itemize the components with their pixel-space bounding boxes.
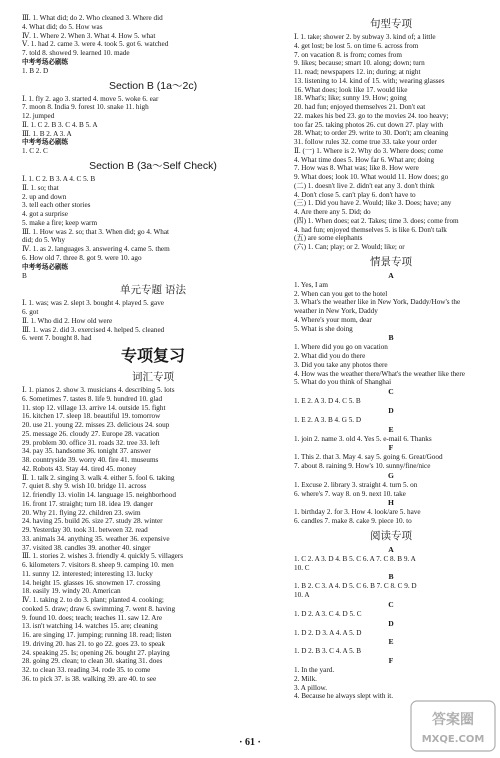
exam-practice-label: 中考考场必刷练 <box>22 263 69 271</box>
answer-line: 34. pay 35. handsome 36. tonight 37. answer <box>22 447 151 456</box>
answer-line: too far 25. taking photos 26. cut down 27. play with <box>294 120 444 129</box>
answer-line: 10. C <box>294 563 310 572</box>
answer-line: (四) 1. When does; eat 2. Takes; time 3. does; come from <box>294 216 459 225</box>
answer-line: Ⅰ. 1. C 2. B 3. A 4. C 5. B <box>22 175 96 183</box>
section-heading: 词汇专项 <box>132 371 174 383</box>
subsection-letter: H <box>388 498 394 508</box>
answer-line: 1. Where did you go on vacation <box>294 343 388 352</box>
answer-line: 16. kitchen 17. sleep 18. beautiful 19. tomorrow <box>22 412 161 421</box>
answer-line: 28. What; to order 29. write to 30. Don't; am cleaning <box>294 129 449 138</box>
watermark-en: MXQE.COM <box>421 734 485 745</box>
subsection-letter: D <box>388 405 394 415</box>
answer-line: 31. follow rules 32. come true 33. take your order <box>294 138 437 146</box>
answer-line: 11. stop 12. village 13. arrive 14. outside 15. fight <box>22 403 166 412</box>
answer-line: 12. friendly 13. violin 14. language 15. neighborhood <box>22 491 176 499</box>
subsection-letter: A <box>388 270 394 280</box>
answer-line: 1. Yes, I am <box>294 280 328 289</box>
answer-line: (六) 1. Can; play; or 2. Would; like; or <box>294 243 405 251</box>
answer-line: 29. problem 30. office 31. roads 32. tree 33. left <box>22 438 160 447</box>
answer-line: Ⅲ. 1. What did; do 2. Who cleaned 3. Where did <box>22 14 163 22</box>
answer-line: Ⅲ. 1. How was 2. so; that 3. When did; go 4. What <box>22 227 170 236</box>
answer-line: 38. countryside 39. worry 40. fire 41. museums <box>22 456 159 464</box>
subsection-letter: C <box>388 387 394 396</box>
answer-line: 33. animals 34. anything 35. weather 36. expensive <box>22 534 170 543</box>
answer-line: 1. C 2. C <box>22 147 48 156</box>
answer-line: 20. had fun; enjoyed themselves 21. Don't eat <box>294 103 426 111</box>
section-heading: 情景专项 <box>370 255 412 268</box>
answer-line: weather in New York, Daddy <box>294 307 378 315</box>
answer-line: 13. isn't watching 14. watches 15. are; cleaning <box>22 622 158 631</box>
answer-line: 6. candles 7. make 8. cake 9. piece 10. to <box>294 517 412 525</box>
answer-line: 20. Why 21. flying 22. children 23. swim <box>22 508 141 517</box>
answer-line: 9. likes; because; smart 10. along; down; turn <box>294 59 425 68</box>
answer-line: 1. B 2. C 3. A 4. D 5. C 6. B 7. C 8. C 9. D <box>294 582 417 591</box>
answer-line: 6. kilometers 7. visitors 8. sheep 9. camping 10. men <box>22 561 174 569</box>
answer-line: 1. birthday 2. for 3. How 4. look/are 5. have <box>294 508 421 517</box>
answer-line: Ⅱ. 1. C 2. B 3. C 4. B 5. A <box>22 120 98 129</box>
answer-line: 3. A pillow. <box>294 683 328 692</box>
answer-line: 4. got a surprise <box>22 210 68 218</box>
answer-line: Ⅰ. 1. take; shower 2. by subway 3. kind of; a little <box>294 33 436 41</box>
answer-line: 20. use 21. young 22. misses 23. delicious 24. soup <box>22 421 170 429</box>
subsection-letter: D <box>388 618 394 628</box>
answer-line: Ⅰ. 1. fly 2. ago 3. started 4. move 5. woke 6. ear <box>22 94 159 103</box>
answer-line: 22. makes his bed 23. go to the movies 24. too heavy; <box>294 111 449 120</box>
answer-line: Ⅱ. 1. so; that <box>22 183 59 192</box>
subsection-letter: G <box>388 470 394 480</box>
section-heading: 单元专题 语法 <box>120 284 186 297</box>
answer-line: 4. What did; do 5. How was <box>22 22 103 31</box>
answer-line: 37. visited 38. candles 39. another 40. singer <box>22 543 151 552</box>
subsection-letter: F <box>388 656 394 665</box>
answer-line: 7. quiet 8. shy 9. wish 10. bridge 11. across <box>22 482 147 491</box>
answer-line: 1. C 2. A 3. D 4. B 5. C 6. A 7. C 8. B 9. A <box>294 554 416 563</box>
answer-line: B <box>22 271 27 280</box>
answer-line: 10. A <box>294 591 310 599</box>
review-title: 专项复习 <box>120 346 185 365</box>
answer-line: 1. This 2. that 3. May 4. say 5. going 6. Great/Good <box>294 453 443 462</box>
section-heading: 阅读专项 <box>370 529 412 542</box>
answer-line: 7. on vacation 8. is from; comes from <box>294 50 402 59</box>
page-number: · 61 · <box>239 737 261 748</box>
watermark-logo <box>410 700 496 752</box>
answer-line: 1. B 2. D <box>22 66 49 75</box>
answer-line: Ⅳ. 1. as 2. languages 3. answering 4. came 5. them <box>22 245 170 253</box>
answer-line: 24. speaking 25. Is; opening 26. bought 27. playing <box>22 648 170 657</box>
answer-line: 3. What's the weather like in New York, Daddy/How's the <box>294 298 461 307</box>
answer-line: 6. went 7. bought 8. had <box>22 334 92 343</box>
answer-line: Ⅱ. (一) 1. Where is 2. Why do 3. Where does; come <box>294 146 444 155</box>
answer-line: 5. What do you think of Shanghai <box>294 378 392 387</box>
answer-line: 16. What does; look like 17. would like <box>294 85 408 94</box>
answer-line: 2. Milk. <box>294 674 317 683</box>
answer-line: 36. to pick 37. is 38. walking 39. are 40. to see <box>22 674 157 683</box>
answer-line: 4. Are there any 5. Did; do <box>294 208 371 216</box>
answer-line: 16. are singing 17. jumping; running 18. read; listen <box>22 631 172 639</box>
subsection-letter: E <box>388 637 394 647</box>
answer-line: Ⅲ. 1. was 2. did 3. exercised 4. helped 5. cleaned <box>22 325 165 334</box>
subsection-letter: E <box>388 424 394 434</box>
subsection-letter: B <box>388 333 394 343</box>
subsection-letter: A <box>388 544 394 554</box>
answer-line: Ⅳ. 1. Where 2. When 3. What 4. How 5. what <box>22 31 156 40</box>
answer-line: 14. height 15. glasses 16. snowmen 17. crossing <box>22 578 161 587</box>
answer-line: 6. where's 7. way 8. on 9. next 10. take <box>294 489 406 498</box>
answer-line: 4. Because he always slept with it. <box>294 692 394 701</box>
answer-line: 6. got <box>22 308 39 316</box>
answer-line: 4. Don't close 5. can't play 6. don't have to <box>294 190 416 199</box>
answer-line: 6. Sometimes 7. tastes 8. life 9. hundred 10. glad <box>22 394 163 403</box>
answer-line: 7. How was 8. What was; like 8. How were <box>294 164 419 173</box>
answer-line: did; do 5. Why <box>22 236 65 245</box>
answer-line: 6. How old 7. three 8. got 9. were 10. ago <box>22 253 142 262</box>
section-heading: Section B (1a～2c) <box>108 79 198 92</box>
section-heading: 句型专项 <box>370 18 412 30</box>
answer-line: 42. Robots 43. Stay 44. tired 45. money <box>22 464 137 473</box>
answer-line: cooked 5. draw; draw 6. swimming 7. went 8. having <box>22 604 176 613</box>
answer-line: 12. jumped <box>22 112 55 120</box>
answer-line: 5. What is she doing <box>294 324 353 333</box>
answer-line: 4. Where's your mom, dear <box>294 315 372 324</box>
answer-line: (三) 1. Did you have 2. Would; like 3. Does; have; any <box>294 199 452 208</box>
answer-line: 18. easily 19. windy 20. American <box>22 587 121 596</box>
answer-line: 1. D 2. B 3. C 4. A 5. B <box>294 647 362 656</box>
subsection-letter: B <box>388 572 394 582</box>
answer-line: 13. listening to 14. kind of 15. with; wearing glasses <box>294 76 445 85</box>
answer-line: Ⅰ. 1. was; was 2. slept 3. bought 4. played 5. gave <box>22 299 164 308</box>
answer-line: Ⅲ. 1. B 2. A 3. A <box>22 129 72 138</box>
answer-line: Ⅲ. 1. stories 2. wishes 3. friendly 4. quickly 5. villagers <box>22 552 184 561</box>
answer-line: 1. E 2. A 3. D 4. C 5. B <box>294 397 361 405</box>
right-column <box>294 14 488 701</box>
answer-line: 32. to clean 33. reading 34. rode 35. to come <box>22 666 151 674</box>
answer-line: 24. having 25. build 26. size 27. study 28. winter <box>22 517 163 526</box>
answer-line: 16. front 17. straight; turn 18. idea 19. danger <box>22 499 153 508</box>
answer-line: 1. D 2. D 3. A 4. A 5. D <box>294 628 362 637</box>
answer-key-page <box>22 14 484 734</box>
exam-practice-label: 中考考场必刷练 <box>22 139 69 147</box>
answer-line: 25. message 26. cloudy 27. Europe 28. vacation <box>22 429 160 438</box>
answer-line: 29. Yesterday 30. took 31. between 32. read <box>22 526 148 534</box>
answer-line: 9. What does; look 10. What would 11. How does; go <box>294 173 449 181</box>
answer-line: 7. told 8. showed 9. learned 10. made <box>22 49 130 57</box>
watermark-cn: 答案圈 <box>432 712 474 728</box>
subsection-letter: F <box>388 443 394 453</box>
answer-line: 19. driving 20. has 21. to go 22. goes 23. to speak <box>22 639 165 648</box>
answer-line: 2. up and down <box>22 192 67 201</box>
answer-line: 4. get lost; be lost 5. on time 6. across from <box>294 41 419 50</box>
answer-line: 7. moon 8. India 9. forest 10. snake 11. high <box>22 103 149 112</box>
answer-line: 28. going 29. clean; to clean 30. skating 31. does <box>22 657 163 666</box>
answer-line: 3. Did you take any photos there <box>294 360 388 369</box>
answer-line: 4. How was the weather there/What's the weather like there <box>294 369 465 378</box>
answer-line: 3. tell each other stories <box>22 201 91 210</box>
answer-line: Ⅴ. 1. had 2. came 3. were 4. took 5. got 6. watched <box>22 40 169 49</box>
answer-line: 1. Excuse 2. library 3. straight 4. turn 5. on <box>294 480 418 489</box>
answer-line: 4. had fun; enjoyed themselves 5. is like 6. Don't talk <box>294 225 447 234</box>
answer-line: Ⅱ. 1. talk 2. singing 3. walk 4. either 5. fool 6. taking <box>22 473 175 482</box>
answer-line: 18. What's; like; sunny 19. How; going <box>294 94 407 103</box>
answer-line: 7. about 8. raining 9. How's 10. sunny/fine/nice <box>294 462 431 470</box>
answer-line: (二) 1. doesn't live 2. didn't eat any 3. don't think <box>294 181 435 190</box>
left-column <box>22 14 284 684</box>
answer-line: 9. found 10. does; teach; teaches 11. saw 12. Are <box>22 613 163 622</box>
answer-line: 2. When can you get to the hotel <box>294 289 388 298</box>
answer-line: 1. D 2. A 3. C 4. D 5. C <box>294 609 362 618</box>
answer-line: Ⅱ. 1. Who did 2. How old were <box>22 316 113 325</box>
answer-line: (五) are some elephants <box>294 234 363 243</box>
answer-line: 11. read; newspapers 12. in; during; at night <box>294 68 421 76</box>
answer-line: 5. make a fire; keep warm <box>22 218 98 227</box>
subsection-letter: C <box>388 599 394 609</box>
answer-line: Ⅳ. 1. taking 2. to do 3. plant; planted 4. cooking; <box>22 596 164 604</box>
section-heading: Section B (3a～Self Check) <box>89 160 217 172</box>
answer-line: 11. sunny 12. interested; interesting 13. lucky <box>22 569 153 578</box>
answer-line: 1. E 2. A 3. B 4. G 5. D <box>294 415 362 424</box>
answer-line: 1. join 2. name 3. old 4. Yes 5. e-mail 6. Thanks <box>294 434 432 443</box>
exam-practice-label: 中考考场必刷练 <box>22 58 69 66</box>
answer-line: 4. What time does 5. How far 6. What are; doing <box>294 155 435 164</box>
answer-line: Ⅰ. 1. pianos 2. show 3. musicians 4. describing 5. lots <box>22 386 175 394</box>
answer-line: 1. In the yard. <box>294 666 335 674</box>
answer-line: 2. What did you do there <box>294 352 366 360</box>
